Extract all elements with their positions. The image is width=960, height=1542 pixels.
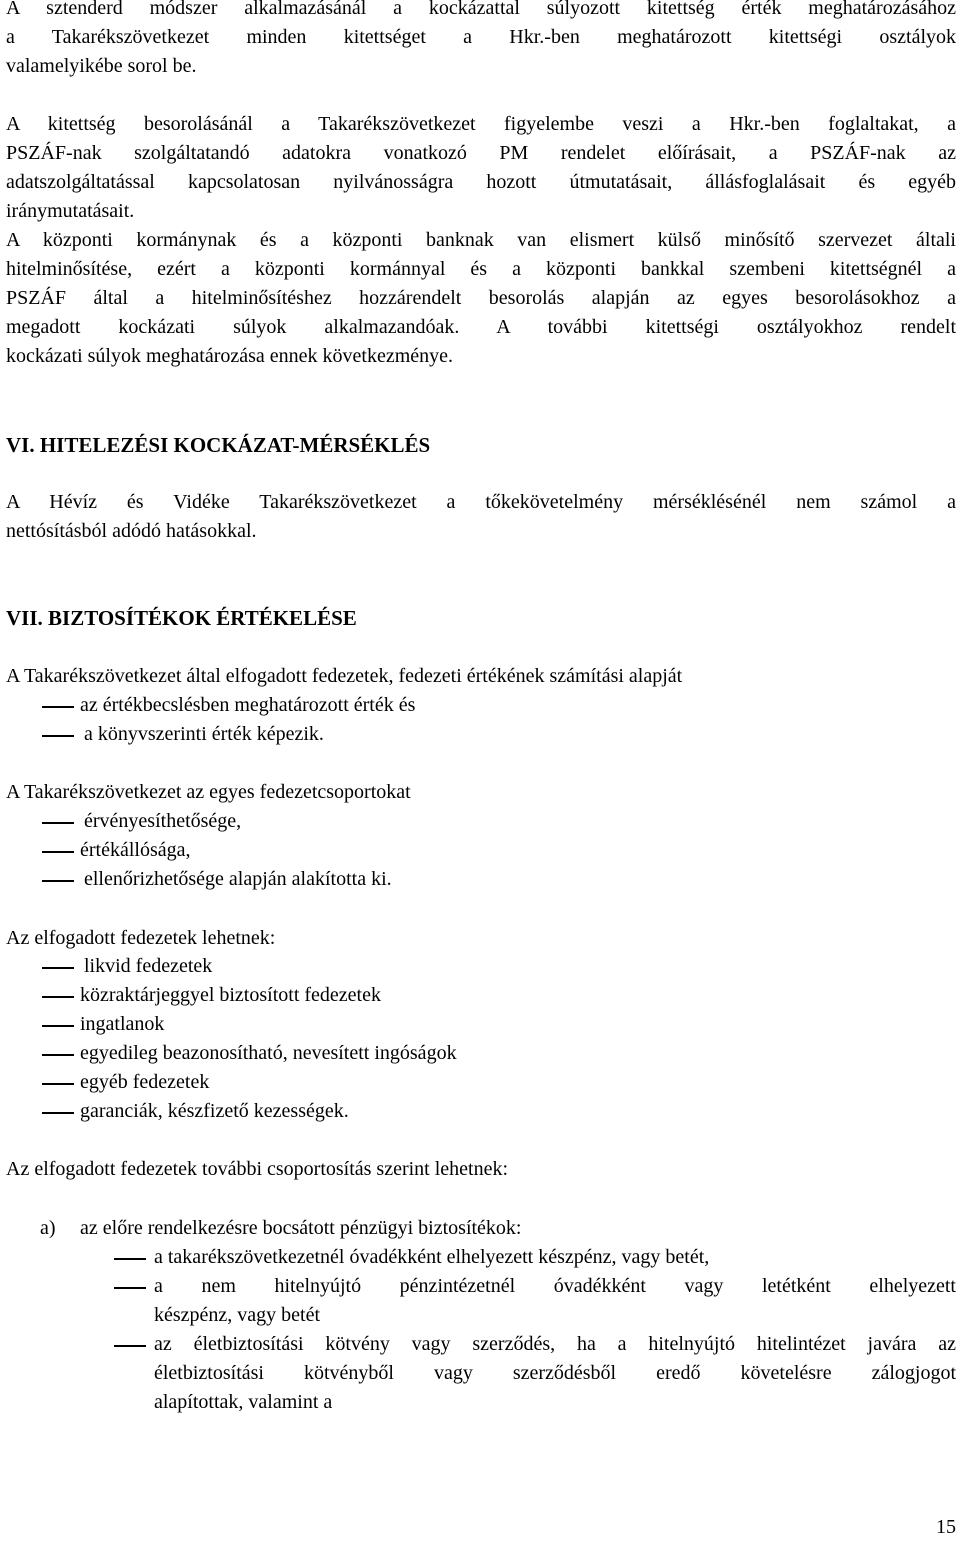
sub-list-dash (114, 1330, 148, 1359)
list-item-text: a könyvszerinti érték képezik. (84, 723, 324, 745)
text-line: kockázati súlyok meghatározása ennek következménye. (6, 345, 454, 367)
text-line: nettósításból adódó hatásokkal. (6, 520, 257, 542)
section-7-paragraph-2: A Takarékszövetkezet az egyes fedezetcsoportokat (6, 781, 411, 803)
text-line: hitelminősítése, ezért a központi kormánnyal és a központi bankkal szembeni kitettségnél a (6, 258, 956, 280)
list-marker-a: a) (40, 1217, 56, 1239)
section-6-paragraph (6, 488, 956, 546)
section-7-heading: VII. BIZTOSÍTÉKOK ÉRTÉKELÉSE (6, 606, 357, 630)
page-number: 15 (936, 1516, 956, 1538)
text-line: alapítottak, valamint a (154, 1391, 333, 1413)
text-line: a nem hitelnyújtó pénzintézetnél óvadékként vagy letétként elhelyezett (154, 1275, 956, 1297)
list-item-text: közraktárjeggyel biztosított fedezetek (80, 984, 381, 1006)
list-item-text: ellenőrizhetősége alapján alakította ki. (84, 868, 392, 890)
text-line: adatszolgáltatással kapcsolatosan nyilvánosságra hozott útmutatásait, állásfoglalásait és egyéb (6, 171, 956, 193)
text-line: PSZÁF által a hitelminősítéshez hozzárendelt besorolás alapján az egyes besorolásokhoz a (6, 287, 956, 309)
intro-paragraph-2 (6, 110, 956, 226)
text-line: A központi kormánynak és a központi banknak van elismert külső minősítő szervezet általi (6, 229, 956, 251)
text-line: valamelyikébe sorol be. (6, 55, 197, 77)
list-item-text: garanciák, készfizető kezességek. (80, 1100, 349, 1122)
text-line: készpénz, vagy betét (154, 1304, 321, 1326)
text-line: A sztenderd módszer alkalmazásánál a kockázattal súlyozott kitettség érték meghatározásához (6, 0, 956, 19)
text-line: iránymutatásait. (6, 200, 135, 222)
text-line: megadott kockázati súlyok alkalmazandóak. A további kitettségi osztályokhoz rendelt (6, 316, 956, 338)
section-7-paragraph-1: A Takarékszövetkezet által elfogadott fedezetek, fedezeti értékének számítási alapját (6, 665, 683, 687)
list-item-text: a takarékszövetkezetnél óvadékként elhelyezett készpénz, vagy betét, (154, 1246, 710, 1268)
section-7-paragraph-3: Az elfogadott fedezetek lehetnek: (6, 927, 276, 949)
text-line: A kitettség besorolásánál a Takarékszövetkezet figyelembe veszi a Hkr.-ben foglaltakat, a (6, 113, 956, 135)
list-item-text: egyéb fedezetek (80, 1071, 210, 1093)
text-line: az életbiztosítási kötvény vagy szerződés, ha a hitelnyújtó hitelintézet javára az (154, 1333, 956, 1355)
text-line: PSZÁF-nak szolgáltatandó adatokra vonatkozó PM rendelet előírásait, a PSZÁF-nak az (6, 142, 956, 164)
list-item-text: ingatlanok (80, 1013, 165, 1035)
intro-paragraph-1 (6, 0, 956, 81)
section-7-paragraph-4: Az elfogadott fedezetek további csoportosítás szerint lehetnek: (6, 1158, 509, 1180)
list-item-text: érvényesíthetősége, (84, 810, 242, 832)
list-item-a-text: az előre rendelkezésre bocsátott pénzügyi biztosítékok: (80, 1217, 522, 1239)
intro-paragraph-3 (6, 226, 956, 371)
list-item-text: értékállósága, (80, 839, 191, 861)
text-line: életbiztosítási kötvényből vagy szerződésből eredő követelésre zálogjogot (154, 1362, 956, 1384)
sub-list-item-3 (154, 1330, 956, 1417)
sub-list-item-2 (154, 1272, 956, 1330)
list-item-text: likvid fedezetek (84, 955, 213, 977)
list-item-text: egyedileg beazonosítható, nevesített ingóságok (80, 1042, 457, 1064)
text-line: a Takarékszövetkezet minden kitettséget a Hkr.-ben meghatározott kitettségi osztályok (6, 26, 956, 48)
sub-list-dash (114, 1272, 148, 1301)
section-6-heading: VI. HITELEZÉSI KOCKÁZAT-MÉRSÉKLÉS (6, 433, 431, 457)
text-line: A Hévíz és Vidéke Takarékszövetkezet a tőkekövetelmény mérséklésénél nem számol a (6, 491, 956, 513)
list-item-text: az értékbecslésben meghatározott érték és (80, 694, 416, 716)
